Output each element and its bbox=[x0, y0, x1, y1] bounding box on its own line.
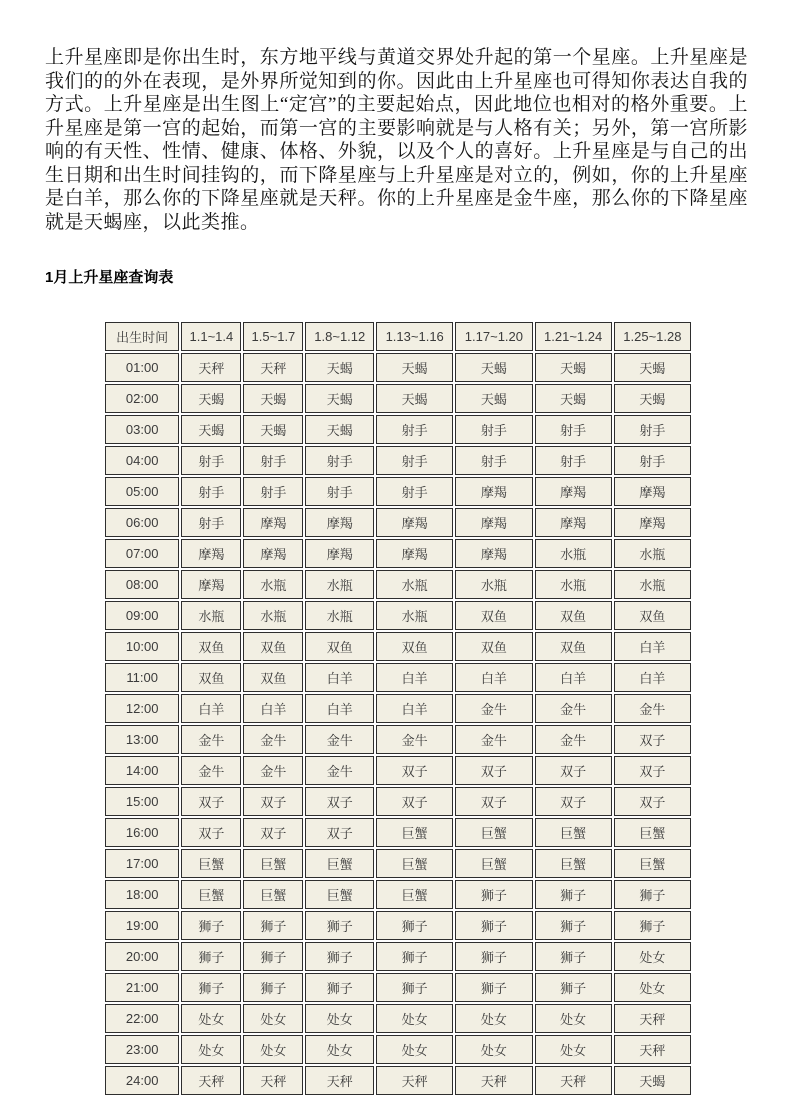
sign-cell: 双子 bbox=[614, 756, 691, 785]
table-row bbox=[105, 446, 691, 475]
table-row bbox=[105, 539, 691, 568]
sign-cell: 双鱼 bbox=[181, 632, 241, 661]
sign-cell: 摩羯 bbox=[535, 508, 612, 537]
sign-cell: 射手 bbox=[535, 446, 612, 475]
sign-cell: 白羊 bbox=[455, 663, 532, 692]
sign-cell: 巨蟹 bbox=[535, 849, 612, 878]
sign-cell: 摩羯 bbox=[181, 570, 241, 599]
sign-cell: 双子 bbox=[376, 756, 453, 785]
time-cell: 04:00 bbox=[105, 446, 179, 475]
table-row bbox=[105, 570, 691, 599]
sign-cell: 狮子 bbox=[305, 942, 374, 971]
table-row bbox=[105, 818, 691, 847]
table-row bbox=[105, 353, 691, 382]
sign-cell: 天蝎 bbox=[535, 353, 612, 382]
sign-cell: 天蝎 bbox=[535, 384, 612, 413]
sign-cell: 双鱼 bbox=[535, 601, 612, 630]
sign-cell: 狮子 bbox=[305, 911, 374, 940]
ascendant-lookup-table bbox=[103, 320, 693, 1097]
time-cell: 20:00 bbox=[105, 942, 179, 971]
sign-cell: 处女 bbox=[243, 1004, 303, 1033]
sign-cell: 摩羯 bbox=[455, 508, 532, 537]
table-row bbox=[105, 477, 691, 506]
sign-cell: 双鱼 bbox=[376, 632, 453, 661]
sign-cell: 天蝎 bbox=[455, 353, 532, 382]
time-cell: 07:00 bbox=[105, 539, 179, 568]
sign-cell: 狮子 bbox=[455, 880, 532, 909]
sign-cell: 巨蟹 bbox=[243, 849, 303, 878]
sign-cell: 金牛 bbox=[535, 725, 612, 754]
time-cell: 10:00 bbox=[105, 632, 179, 661]
sign-cell: 天秤 bbox=[181, 353, 241, 382]
sign-cell: 双子 bbox=[181, 787, 241, 816]
table-row bbox=[105, 725, 691, 754]
time-cell: 17:00 bbox=[105, 849, 179, 878]
time-cell: 24:00 bbox=[105, 1066, 179, 1095]
sign-cell: 巨蟹 bbox=[376, 880, 453, 909]
table-row bbox=[105, 880, 691, 909]
sign-cell: 摩羯 bbox=[376, 508, 453, 537]
sign-cell: 天蝎 bbox=[305, 384, 374, 413]
sign-cell: 双鱼 bbox=[181, 663, 241, 692]
time-cell: 21:00 bbox=[105, 973, 179, 1002]
sign-cell: 天秤 bbox=[455, 1066, 532, 1095]
table-row bbox=[105, 415, 691, 444]
sign-cell: 射手 bbox=[614, 415, 691, 444]
sign-cell: 狮子 bbox=[305, 973, 374, 1002]
sign-cell: 巨蟹 bbox=[455, 849, 532, 878]
sign-cell: 双子 bbox=[376, 787, 453, 816]
table-row bbox=[105, 1066, 691, 1095]
sign-cell: 白羊 bbox=[243, 694, 303, 723]
sign-cell: 射手 bbox=[305, 477, 374, 506]
sign-cell: 金牛 bbox=[455, 725, 532, 754]
sign-cell: 摩羯 bbox=[376, 539, 453, 568]
sign-cell: 处女 bbox=[535, 1035, 612, 1064]
sign-cell: 摩羯 bbox=[614, 508, 691, 537]
sign-cell: 处女 bbox=[376, 1004, 453, 1033]
sign-cell: 射手 bbox=[535, 415, 612, 444]
column-header: 1.21~1.24 bbox=[535, 322, 612, 351]
sign-cell: 狮子 bbox=[243, 911, 303, 940]
sign-cell: 双子 bbox=[243, 787, 303, 816]
sign-cell: 白羊 bbox=[305, 663, 374, 692]
sign-cell: 狮子 bbox=[181, 973, 241, 1002]
sign-cell: 巨蟹 bbox=[455, 818, 532, 847]
sign-cell: 摩羯 bbox=[455, 539, 532, 568]
sign-cell: 狮子 bbox=[181, 911, 241, 940]
sign-cell: 金牛 bbox=[614, 694, 691, 723]
sign-cell: 双子 bbox=[305, 818, 374, 847]
sign-cell: 双子 bbox=[181, 818, 241, 847]
sign-cell: 巨蟹 bbox=[614, 818, 691, 847]
sign-cell: 巨蟹 bbox=[614, 849, 691, 878]
table-row bbox=[105, 1035, 691, 1064]
table-row bbox=[105, 756, 691, 785]
sign-cell: 水瓶 bbox=[455, 570, 532, 599]
sign-cell: 双子 bbox=[243, 818, 303, 847]
time-cell: 02:00 bbox=[105, 384, 179, 413]
table-row bbox=[105, 601, 691, 630]
sign-cell: 白羊 bbox=[181, 694, 241, 723]
sign-cell: 天秤 bbox=[614, 1035, 691, 1064]
sign-cell: 射手 bbox=[455, 415, 532, 444]
sign-cell: 巨蟹 bbox=[535, 818, 612, 847]
sign-cell: 水瓶 bbox=[243, 601, 303, 630]
sign-cell: 天蝎 bbox=[181, 384, 241, 413]
sign-cell: 水瓶 bbox=[243, 570, 303, 599]
time-cell: 11:00 bbox=[105, 663, 179, 692]
sign-cell: 巨蟹 bbox=[181, 849, 241, 878]
sign-cell: 双子 bbox=[614, 725, 691, 754]
sign-cell: 射手 bbox=[243, 446, 303, 475]
table-row bbox=[105, 632, 691, 661]
sign-cell: 狮子 bbox=[455, 942, 532, 971]
sign-cell: 天秤 bbox=[305, 1066, 374, 1095]
time-cell: 14:00 bbox=[105, 756, 179, 785]
column-header: 1.8~1.12 bbox=[305, 322, 374, 351]
sign-cell: 狮子 bbox=[243, 942, 303, 971]
sign-cell: 天蝎 bbox=[305, 353, 374, 382]
sign-cell: 双子 bbox=[535, 787, 612, 816]
sign-cell: 天秤 bbox=[181, 1066, 241, 1095]
sign-cell: 处女 bbox=[181, 1035, 241, 1064]
sign-cell: 巨蟹 bbox=[181, 880, 241, 909]
sign-cell: 狮子 bbox=[376, 973, 453, 1002]
time-cell: 06:00 bbox=[105, 508, 179, 537]
sign-cell: 处女 bbox=[305, 1004, 374, 1033]
sign-cell: 金牛 bbox=[181, 756, 241, 785]
time-cell: 19:00 bbox=[105, 911, 179, 940]
sign-cell: 狮子 bbox=[243, 973, 303, 1002]
sign-cell: 摩羯 bbox=[243, 508, 303, 537]
table-row bbox=[105, 663, 691, 692]
sign-cell: 天蝎 bbox=[243, 415, 303, 444]
time-cell: 15:00 bbox=[105, 787, 179, 816]
table-row bbox=[105, 508, 691, 537]
table-row bbox=[105, 849, 691, 878]
sign-cell: 金牛 bbox=[243, 756, 303, 785]
sign-cell: 天蝎 bbox=[614, 353, 691, 382]
time-cell: 13:00 bbox=[105, 725, 179, 754]
header-row bbox=[105, 322, 691, 351]
column-header: 1.17~1.20 bbox=[455, 322, 532, 351]
sign-cell: 摩羯 bbox=[614, 477, 691, 506]
sign-cell: 狮子 bbox=[535, 911, 612, 940]
sign-cell: 射手 bbox=[614, 446, 691, 475]
sign-cell: 天秤 bbox=[243, 1066, 303, 1095]
sign-cell: 水瓶 bbox=[376, 601, 453, 630]
sign-cell: 狮子 bbox=[614, 911, 691, 940]
time-cell: 01:00 bbox=[105, 353, 179, 382]
sign-cell: 巨蟹 bbox=[243, 880, 303, 909]
table-body bbox=[105, 353, 691, 1095]
time-cell: 05:00 bbox=[105, 477, 179, 506]
sign-cell: 射手 bbox=[243, 477, 303, 506]
sign-cell: 狮子 bbox=[376, 942, 453, 971]
sign-cell: 水瓶 bbox=[535, 570, 612, 599]
sign-cell: 双子 bbox=[535, 756, 612, 785]
time-cell: 09:00 bbox=[105, 601, 179, 630]
sign-cell: 水瓶 bbox=[181, 601, 241, 630]
column-header: 1.13~1.16 bbox=[376, 322, 453, 351]
time-cell: 16:00 bbox=[105, 818, 179, 847]
column-header: 出生时间 bbox=[105, 322, 179, 351]
table-container bbox=[103, 320, 748, 1097]
sign-cell: 摩羯 bbox=[535, 477, 612, 506]
column-header: 1.1~1.4 bbox=[181, 322, 241, 351]
sign-cell: 双鱼 bbox=[614, 601, 691, 630]
sign-cell: 天蝎 bbox=[376, 353, 453, 382]
section-title: 1月上升星座查询表 bbox=[45, 269, 174, 287]
sign-cell: 射手 bbox=[305, 446, 374, 475]
table-row bbox=[105, 973, 691, 1002]
sign-cell: 狮子 bbox=[614, 880, 691, 909]
sign-cell: 金牛 bbox=[181, 725, 241, 754]
sign-cell: 金牛 bbox=[305, 725, 374, 754]
sign-cell: 金牛 bbox=[535, 694, 612, 723]
sign-cell: 射手 bbox=[181, 477, 241, 506]
time-cell: 18:00 bbox=[105, 880, 179, 909]
sign-cell: 处女 bbox=[376, 1035, 453, 1064]
sign-cell: 天蝎 bbox=[376, 384, 453, 413]
sign-cell: 双子 bbox=[305, 787, 374, 816]
time-cell: 22:00 bbox=[105, 1004, 179, 1033]
time-cell: 12:00 bbox=[105, 694, 179, 723]
sign-cell: 狮子 bbox=[455, 911, 532, 940]
column-header: 1.25~1.28 bbox=[614, 322, 691, 351]
sign-cell: 水瓶 bbox=[535, 539, 612, 568]
sign-cell: 摩羯 bbox=[243, 539, 303, 568]
sign-cell: 天秤 bbox=[535, 1066, 612, 1095]
sign-cell: 金牛 bbox=[455, 694, 532, 723]
sign-cell: 白羊 bbox=[376, 663, 453, 692]
sign-cell: 双子 bbox=[455, 787, 532, 816]
table-row bbox=[105, 787, 691, 816]
sign-cell: 摩羯 bbox=[305, 539, 374, 568]
table-row bbox=[105, 942, 691, 971]
sign-cell: 天秤 bbox=[614, 1004, 691, 1033]
sign-cell: 白羊 bbox=[305, 694, 374, 723]
sign-cell: 狮子 bbox=[535, 942, 612, 971]
sign-cell: 白羊 bbox=[614, 663, 691, 692]
sign-cell: 白羊 bbox=[376, 694, 453, 723]
sign-cell: 处女 bbox=[614, 973, 691, 1002]
sign-cell: 天蝎 bbox=[614, 384, 691, 413]
sign-cell: 巨蟹 bbox=[305, 880, 374, 909]
sign-cell: 射手 bbox=[376, 477, 453, 506]
sign-cell: 处女 bbox=[455, 1004, 532, 1033]
sign-cell: 双鱼 bbox=[455, 601, 532, 630]
sign-cell: 白羊 bbox=[614, 632, 691, 661]
sign-cell: 水瓶 bbox=[305, 601, 374, 630]
sign-cell: 摩羯 bbox=[455, 477, 532, 506]
sign-cell: 处女 bbox=[535, 1004, 612, 1033]
sign-cell: 天蝎 bbox=[243, 384, 303, 413]
sign-cell: 水瓶 bbox=[614, 570, 691, 599]
sign-cell: 处女 bbox=[243, 1035, 303, 1064]
sign-cell: 金牛 bbox=[376, 725, 453, 754]
sign-cell: 金牛 bbox=[243, 725, 303, 754]
table-row bbox=[105, 384, 691, 413]
sign-cell: 天秤 bbox=[243, 353, 303, 382]
sign-cell: 金牛 bbox=[305, 756, 374, 785]
sign-cell: 双鱼 bbox=[243, 663, 303, 692]
sign-cell: 处女 bbox=[455, 1035, 532, 1064]
sign-cell: 射手 bbox=[376, 446, 453, 475]
table-row bbox=[105, 911, 691, 940]
sign-cell: 摩羯 bbox=[305, 508, 374, 537]
intro-paragraph: 上升星座即是你出生时，东方地平线与黄道交界处升起的第一个星座。上升星座是我们的的外在表现，是外界所觉知到的你。因此由上升星座也可得知你表达自我的方式。上升星座是出生图上“定宫”的主要起始点，因此地位也相对的格外重要。上升星座是第一宫的起始，而第一宫的主要影响就是与人格有关；另外，第一宫所影响的有天性、性情、健康、体格、外貌，以及个人的喜好。上升星座是与自己的出生日期和出生时间挂钩的，而下降星座与上升星座是对立的，例如，你的上升星座是白羊，那么你的下降星座就是天秤。你的上升星座是金牛座，那么你的下降星座就是天蝎座，以此类推。 bbox=[45, 47, 748, 233]
sign-cell: 狮子 bbox=[535, 973, 612, 1002]
sign-cell: 处女 bbox=[181, 1004, 241, 1033]
time-cell: 23:00 bbox=[105, 1035, 179, 1064]
sign-cell: 天秤 bbox=[376, 1066, 453, 1095]
table-row bbox=[105, 1004, 691, 1033]
sign-cell: 狮子 bbox=[376, 911, 453, 940]
sign-cell: 双鱼 bbox=[305, 632, 374, 661]
sign-cell: 天蝎 bbox=[305, 415, 374, 444]
sign-cell: 射手 bbox=[376, 415, 453, 444]
sign-cell: 天蝎 bbox=[455, 384, 532, 413]
sign-cell: 射手 bbox=[181, 508, 241, 537]
sign-cell: 双鱼 bbox=[535, 632, 612, 661]
sign-cell: 双鱼 bbox=[455, 632, 532, 661]
sign-cell: 天蝎 bbox=[181, 415, 241, 444]
sign-cell: 双子 bbox=[614, 787, 691, 816]
sign-cell: 狮子 bbox=[535, 880, 612, 909]
sign-cell: 处女 bbox=[614, 942, 691, 971]
sign-cell: 处女 bbox=[305, 1035, 374, 1064]
sign-cell: 射手 bbox=[455, 446, 532, 475]
sign-cell: 天蝎 bbox=[614, 1066, 691, 1095]
sign-cell: 巨蟹 bbox=[376, 818, 453, 847]
sign-cell: 水瓶 bbox=[614, 539, 691, 568]
sign-cell: 水瓶 bbox=[376, 570, 453, 599]
sign-cell: 双子 bbox=[455, 756, 532, 785]
time-cell: 08:00 bbox=[105, 570, 179, 599]
sign-cell: 射手 bbox=[181, 446, 241, 475]
sign-cell: 摩羯 bbox=[181, 539, 241, 568]
column-header: 1.5~1.7 bbox=[243, 322, 303, 351]
sign-cell: 巨蟹 bbox=[376, 849, 453, 878]
sign-cell: 狮子 bbox=[181, 942, 241, 971]
sign-cell: 狮子 bbox=[455, 973, 532, 1002]
sign-cell: 水瓶 bbox=[305, 570, 374, 599]
sign-cell: 白羊 bbox=[535, 663, 612, 692]
sign-cell: 巨蟹 bbox=[305, 849, 374, 878]
sign-cell: 双鱼 bbox=[243, 632, 303, 661]
time-cell: 03:00 bbox=[105, 415, 179, 444]
table-row bbox=[105, 694, 691, 723]
